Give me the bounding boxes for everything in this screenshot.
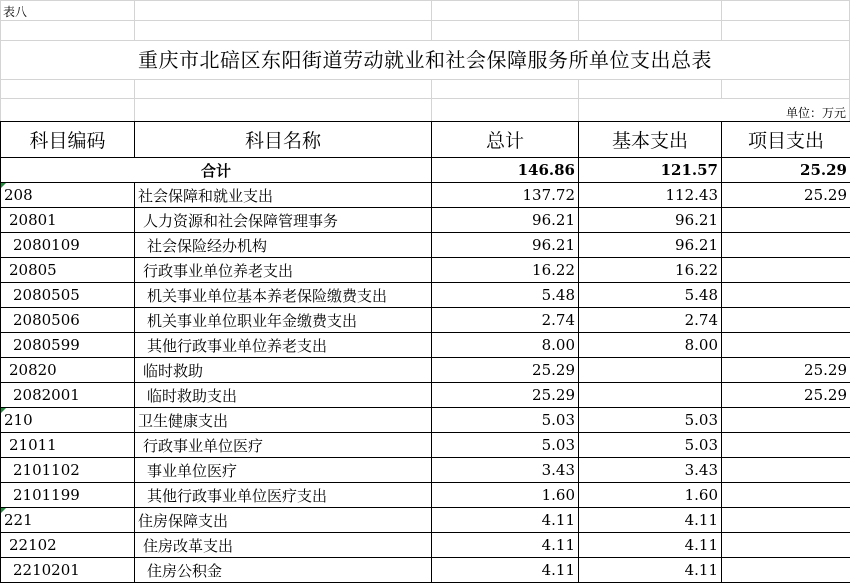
cell-total-text: 4.11	[541, 561, 575, 579]
cell-project[interactable]	[722, 333, 850, 358]
cell-code-text: 21011	[9, 436, 57, 454]
gridline	[721, 0, 722, 40]
table-row	[1, 483, 850, 508]
table-row	[1, 508, 850, 533]
cell-code-text: 20820	[9, 361, 57, 379]
cell-basic[interactable]	[579, 408, 722, 433]
header-code[interactable]: 科目编码	[1, 122, 135, 158]
cell-name-text: 住房改革支出	[143, 536, 234, 555]
cell-basic-text: 96.21	[675, 236, 718, 254]
cell-name[interactable]	[135, 358, 432, 383]
cell-name-text: 行政事业单位医疗	[143, 436, 264, 455]
cell-project[interactable]	[722, 208, 850, 233]
cell-code-text: 22102	[9, 536, 57, 554]
table-row	[1, 533, 850, 558]
total-total[interactable]: 146.86	[432, 158, 579, 183]
cell-name-text: 行政事业单位养老支出	[143, 261, 294, 280]
cell-name[interactable]	[135, 508, 432, 533]
cell-name[interactable]	[135, 233, 432, 258]
cell-name-text: 卫生健康支出	[138, 411, 229, 430]
error-indicator-icon	[1, 408, 6, 413]
cell-total-text: 4.11	[541, 511, 575, 529]
table-row	[1, 208, 850, 233]
table-tag: 表八	[3, 5, 28, 19]
cell-basic-text: 3.43	[684, 461, 718, 479]
cell-code-text: 2080599	[13, 336, 80, 354]
cell-name-text: 机关事业单位基本养老保险缴费支出	[147, 286, 388, 305]
expenditure-table	[0, 121, 850, 583]
header-row	[1, 122, 850, 158]
cell-basic-text: 96.21	[675, 211, 718, 229]
cell-basic[interactable]	[579, 358, 722, 383]
cell-project-text: 25.29	[804, 361, 847, 379]
cell-basic[interactable]	[579, 333, 722, 358]
cell-total-text: 96.21	[532, 211, 575, 229]
cell-total[interactable]	[432, 458, 579, 483]
cell-total[interactable]	[432, 183, 579, 208]
gridline	[0, 20, 850, 21]
cell-total-text: 96.21	[532, 236, 575, 254]
cell-code[interactable]	[1, 183, 135, 208]
cell-basic-text: 4.11	[684, 536, 718, 554]
error-indicator-icon	[1, 508, 6, 513]
cell-name[interactable]	[135, 258, 432, 283]
error-indicator-icon	[1, 183, 6, 188]
gridline	[0, 0, 850, 1]
cell-code-text: 2080506	[13, 311, 80, 329]
cell-code[interactable]	[1, 208, 135, 233]
cell-total[interactable]	[432, 433, 579, 458]
cell-name[interactable]	[135, 208, 432, 233]
cell-code[interactable]	[1, 508, 135, 533]
cell-total[interactable]	[432, 558, 579, 583]
cell-project[interactable]	[722, 433, 850, 458]
table-row	[1, 233, 850, 258]
cell-total[interactable]	[432, 233, 579, 258]
cell-basic-text: 4.11	[684, 561, 718, 579]
cell-name[interactable]	[135, 383, 432, 408]
cell-project[interactable]	[722, 558, 850, 583]
total-row	[1, 158, 850, 183]
cell-basic-text: 4.11	[684, 511, 718, 529]
cell-basic-text: 1.60	[684, 486, 718, 504]
cell-code-text: 208	[4, 186, 33, 204]
table-row	[1, 308, 850, 333]
cell-code-text: 20805	[9, 261, 57, 279]
header-total[interactable]: 总计	[432, 122, 579, 158]
cell-total-text: 4.11	[541, 536, 575, 554]
cell-total-text: 1.60	[541, 486, 575, 504]
cell-name[interactable]	[135, 433, 432, 458]
table-row	[1, 183, 850, 208]
total-project[interactable]: 25.29	[722, 158, 850, 183]
cell-basic[interactable]	[579, 383, 722, 408]
cell-total-text: 137.72	[522, 186, 575, 204]
cell-project[interactable]	[722, 508, 850, 533]
cell-name[interactable]	[135, 308, 432, 333]
page-title: 重庆市北碚区东阳街道劳动就业和社会保障服务所单位支出总表	[138, 48, 712, 72]
cell-project[interactable]	[722, 283, 850, 308]
cell-basic[interactable]	[579, 208, 722, 233]
cell-code[interactable]	[1, 408, 135, 433]
cell-code[interactable]	[1, 358, 135, 383]
cell-total[interactable]	[432, 208, 579, 233]
cell-project-text: 25.29	[804, 386, 847, 404]
cell-code-text: 2101102	[13, 461, 80, 479]
cell-basic[interactable]	[579, 308, 722, 333]
cell-basic-text: 8.00	[684, 336, 718, 354]
cell-total[interactable]	[432, 258, 579, 283]
header-name[interactable]: 科目名称	[135, 122, 432, 158]
cell-name-text: 住房公积金	[147, 561, 223, 580]
cell-project[interactable]	[722, 183, 850, 208]
cell-code-text: 2210201	[13, 561, 80, 579]
cell-code-text: 20801	[9, 211, 57, 229]
cell-basic-text: 112.43	[665, 186, 718, 204]
cell-total[interactable]	[432, 383, 579, 408]
cell-basic-text: 2.74	[684, 311, 718, 329]
gridline	[721, 79, 722, 99]
unit-label: 单位：万元	[785, 106, 846, 120]
cell-code[interactable]	[1, 383, 135, 408]
gridline	[0, 98, 850, 99]
cell-code[interactable]	[1, 433, 135, 458]
cell-name-text: 其他行政事业单位养老支出	[147, 336, 328, 355]
cell-code-text: 210	[4, 411, 33, 429]
cell-code-text: 221	[4, 511, 33, 529]
cell-total[interactable]	[432, 508, 579, 533]
gridline	[0, 79, 850, 80]
cell-name[interactable]	[135, 533, 432, 558]
cell-total-text: 8.00	[541, 336, 575, 354]
cell-name-text: 临时救助支出	[147, 386, 238, 405]
cell-project[interactable]	[722, 258, 850, 283]
cell-name-text: 社会保险经办机构	[147, 236, 268, 255]
cell-basic[interactable]	[579, 458, 722, 483]
cell-name-text: 事业单位医疗	[147, 461, 238, 480]
cell-name-text: 其他行政事业单位医疗支出	[147, 486, 328, 505]
cell-code[interactable]	[1, 258, 135, 283]
table-row	[1, 433, 850, 458]
cell-total[interactable]	[432, 308, 579, 333]
cell-project[interactable]	[722, 458, 850, 483]
cell-basic[interactable]	[579, 558, 722, 583]
cell-total-text: 3.43	[541, 461, 575, 479]
cell-project[interactable]	[722, 408, 850, 433]
cell-total-text: 5.03	[541, 411, 575, 429]
table-row	[1, 383, 850, 408]
table-row	[1, 258, 850, 283]
gridline	[0, 40, 850, 41]
cell-basic[interactable]	[579, 183, 722, 208]
cell-total-text: 5.48	[541, 286, 575, 304]
cell-name-text: 社会保障和就业支出	[138, 186, 274, 205]
cell-name-text: 机关事业单位职业年金缴费支出	[147, 311, 358, 330]
gridline	[578, 79, 579, 121]
cell-project[interactable]	[722, 308, 850, 333]
cell-basic[interactable]	[579, 233, 722, 258]
cell-basic[interactable]	[579, 483, 722, 508]
cell-total-text: 25.29	[532, 361, 575, 379]
gridline	[578, 0, 579, 40]
table-row	[1, 333, 850, 358]
cell-code-text: 2082001	[13, 386, 80, 404]
cell-code[interactable]	[1, 458, 135, 483]
cell-basic[interactable]	[579, 508, 722, 533]
header-project[interactable]: 项目支出	[722, 122, 850, 158]
cell-total-text: 16.22	[532, 261, 575, 279]
cell-name-text: 临时救助	[143, 361, 204, 380]
table-row	[1, 283, 850, 308]
cell-total-text: 5.03	[541, 436, 575, 454]
cell-project[interactable]	[722, 383, 850, 408]
cell-basic-text: 16.22	[675, 261, 718, 279]
cell-basic[interactable]	[579, 533, 722, 558]
table-row	[1, 408, 850, 433]
cell-name[interactable]	[135, 408, 432, 433]
cell-total[interactable]	[432, 483, 579, 508]
cell-name[interactable]	[135, 458, 432, 483]
cell-total[interactable]	[432, 333, 579, 358]
total-basic[interactable]: 121.57	[579, 158, 722, 183]
gridline	[431, 0, 432, 40]
cell-total[interactable]	[432, 533, 579, 558]
header-basic[interactable]: 基本支出	[579, 122, 722, 158]
table-row	[1, 558, 850, 583]
cell-name-text: 人力资源和社会保障管理事务	[143, 211, 339, 230]
cell-name[interactable]	[135, 483, 432, 508]
cell-basic[interactable]	[579, 258, 722, 283]
cell-code[interactable]	[1, 233, 135, 258]
cell-project-text: 25.29	[804, 186, 847, 204]
cell-name[interactable]	[135, 558, 432, 583]
cell-code[interactable]	[1, 333, 135, 358]
cell-project[interactable]	[722, 533, 850, 558]
gridline	[431, 79, 432, 121]
cell-name-text: 住房保障支出	[138, 511, 229, 530]
cell-project[interactable]	[722, 233, 850, 258]
cell-basic[interactable]	[579, 433, 722, 458]
cell-code-text: 2080505	[13, 286, 80, 304]
cell-basic-text: 5.03	[684, 411, 718, 429]
cell-code-text: 2080109	[13, 236, 80, 254]
total-label[interactable]: 合计	[1, 158, 432, 183]
cell-basic-text: 5.03	[684, 436, 718, 454]
cell-total-text: 2.74	[541, 311, 575, 329]
cell-name[interactable]	[135, 333, 432, 358]
cell-code[interactable]	[1, 483, 135, 508]
cell-name[interactable]	[135, 183, 432, 208]
cell-total-text: 25.29	[532, 386, 575, 404]
gridline	[134, 0, 135, 40]
table-row	[1, 458, 850, 483]
cell-project[interactable]	[722, 358, 850, 383]
cell-code[interactable]	[1, 283, 135, 308]
cell-basic[interactable]	[579, 283, 722, 308]
cell-total[interactable]	[432, 358, 579, 383]
cell-code-text: 2101199	[13, 486, 80, 504]
cell-code[interactable]	[1, 558, 135, 583]
cell-name[interactable]	[135, 283, 432, 308]
cell-basic-text: 5.48	[684, 286, 718, 304]
table-row	[1, 358, 850, 383]
cell-total[interactable]	[432, 283, 579, 308]
cell-total[interactable]	[432, 408, 579, 433]
cell-code[interactable]	[1, 308, 135, 333]
cell-project[interactable]	[722, 483, 850, 508]
cell-code[interactable]	[1, 533, 135, 558]
gridline	[134, 79, 135, 121]
